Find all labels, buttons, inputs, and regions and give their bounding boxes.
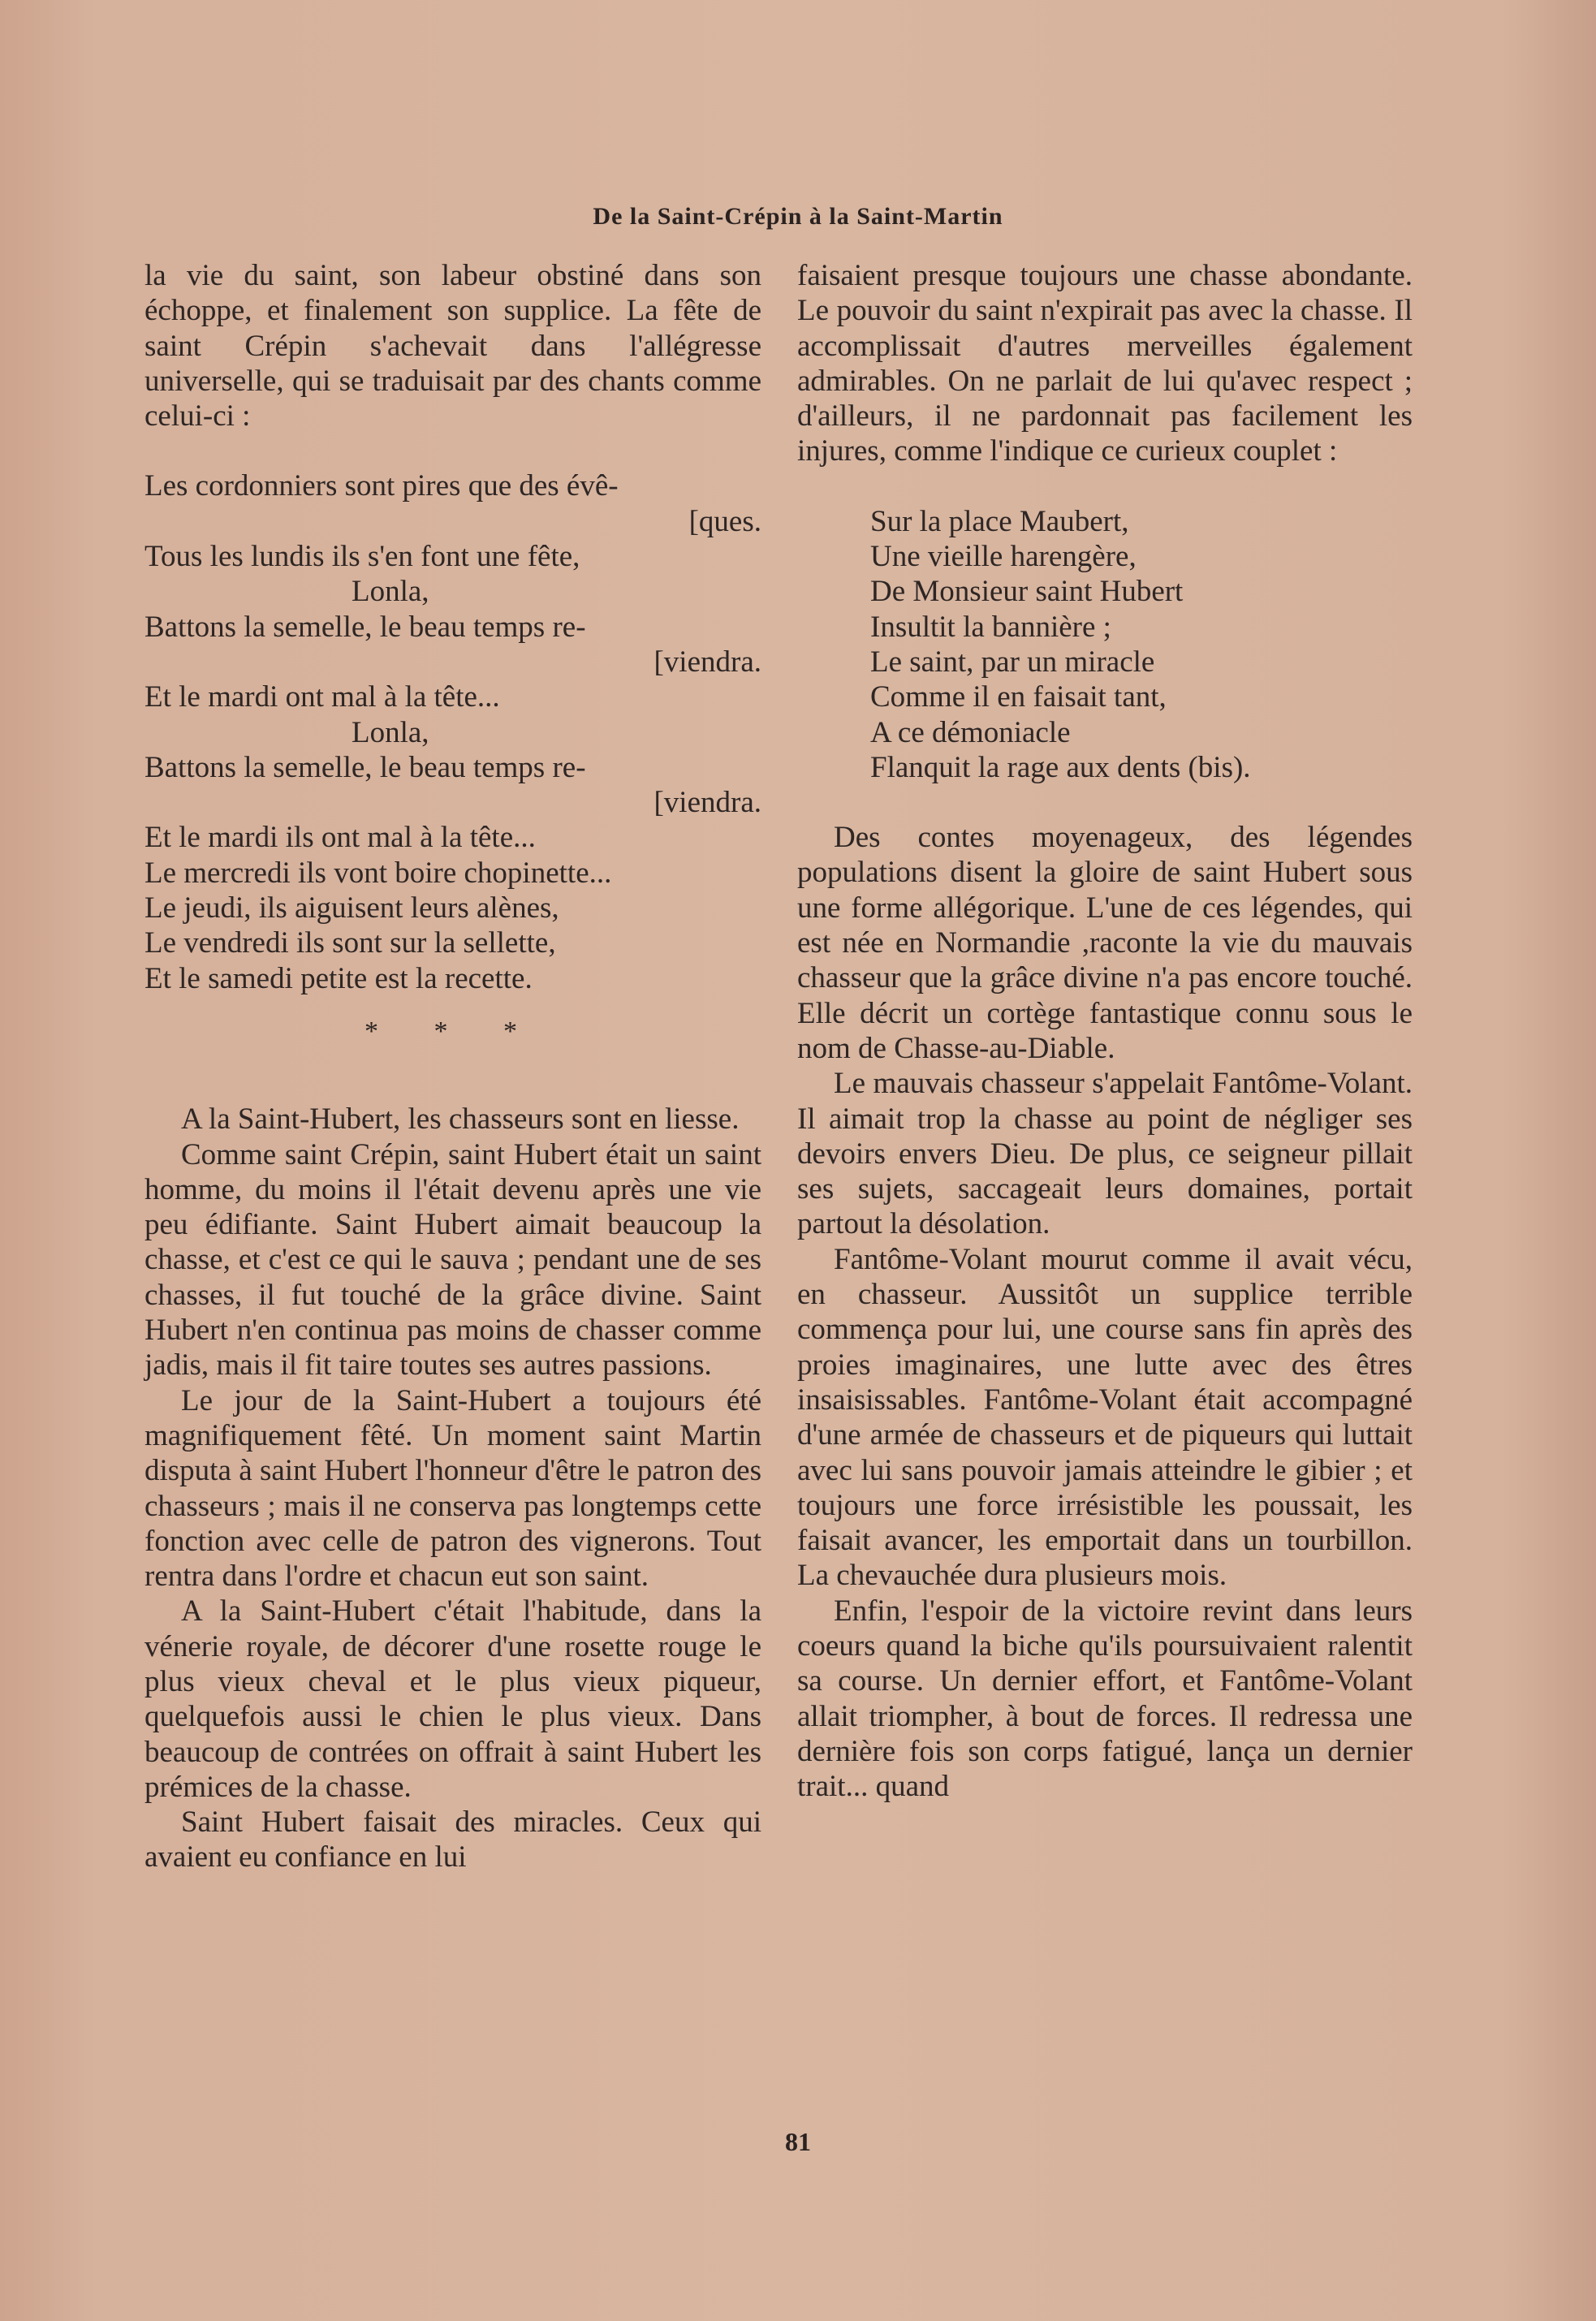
couplet-line: Le saint, par un miracle xyxy=(870,645,1155,679)
couplet-line: Sur la place Maubert, xyxy=(870,504,1129,538)
song-line: Et le mardi ont mal à la tête... xyxy=(145,680,500,714)
body-paragraph: A la Saint-Hubert c'était l'habitude, dans la vénerie royale, de décorer d'une rosette rouge le plus vieux cheval et le plus vieux piqueur, quelquefois aussi le chien le plus vieux. Dans beaucoup de contrées on offrait à saint Hubert les prémices de la chasse. xyxy=(145,1594,761,1804)
song-line: [viendra. xyxy=(653,645,761,679)
running-header: De la Saint-Crépin à la Saint-Martin xyxy=(593,203,1003,230)
body-paragraph: Fantôme-Volant mourut comme il avait vécu, en chasseur. Aussitôt un supplice terrible commença pour lui, une course sans fin après des proies imaginaires, une lutte avec des êtres insaisissables. Fantôme-Volant était accompagné d'une armée de chasseurs et de piqueurs qui luttait avec lui sans pouvoir jamais atteindre le gibier ; et toujours une force irrésistible les poussait, les faisait avancer, les emportait dans un tourbillon. La chevauchée dura plusieurs mois. xyxy=(797,1242,1413,1593)
body-paragraph: Enfin, l'espoir de la victoire revint dans leurs coeurs quand la biche qu'ils poursuivaient ralentit sa course. Un dernier effort, et Fantôme-Volant allait triompher, à bout de forces. Il redressa une dernière fois son corps fatigué, lança un dernier trait... quand xyxy=(797,1594,1413,1804)
right-intro-paragraph: faisaient presque toujours une chasse abondante. Le pouvoir du saint n'expirait pas avec la chasse. Il accomplissait d'autres merveilles également admirables. On ne parlait de lui qu'avec respect ; d'ailleurs, il ne pardonnait pas facilement les injures, comme l'indique ce curieux couplet : xyxy=(797,259,1413,468)
body-paragraph: Saint Hubert faisait des miracles. Ceux qui avaient eu confiance en lui xyxy=(145,1805,761,1874)
song-line: Le vendredi ils sont sur la sellette, xyxy=(145,926,556,960)
left-intro-paragraph: la vie du saint, son labeur obstiné dans son échoppe, et finalement son supplice. La fête de saint Crépin s'achevait dans l'allégresse universelle, qui se traduisait par des chants comme celui-ci : xyxy=(145,259,761,434)
body-paragraph: A la Saint-Hubert, les chasseurs sont en liesse. xyxy=(181,1102,740,1137)
song-line: Battons la semelle, le beau temps re- xyxy=(145,750,586,784)
song-line: Le mercredi ils vont boire chopinette... xyxy=(145,856,612,890)
song-line: [ques. xyxy=(688,504,761,538)
saint-hubert-couplet xyxy=(797,504,1413,785)
song-line: Et le mardi ils ont mal à la tête... xyxy=(145,821,536,855)
body-paragraph: Le mauvais chasseur s'appelait Fantôme-Volant. Il aimait trop la chasse au point de négliger ses devoirs envers Dieu. De plus, ce seigneur pillait ses sujets, saccageait leurs domaines, portait partout la désolation. xyxy=(797,1067,1413,1241)
body-paragraph: Comme saint Crépin, saint Hubert était un saint homme, du moins il l'était devenu après une vie peu édifiante. Saint Hubert aimait beaucoup la chasse, et c'est ce qui le sauva ; pendant une de ses chasses, il fut touché de la grâce divine. Saint Hubert n'en continua pas moins de chasser comme jadis, mais il fit taire toutes ses autres passions. xyxy=(145,1137,761,1383)
cobblers-song xyxy=(145,468,761,995)
song-line: Les cordonniers sont pires que des évê- xyxy=(145,469,619,503)
couplet-line: De Monsieur saint Hubert xyxy=(870,575,1184,609)
right-column xyxy=(797,258,1413,1804)
song-line: Et le samedi petite est la recette. xyxy=(145,961,533,995)
couplet-line: Une vieille harengère, xyxy=(870,540,1137,574)
body-paragraph: Le jour de la Saint-Hubert a toujours été magnifiquement fêté. Un moment saint Martin disputa à saint Hubert l'honneur d'être le patron des chasseurs ; mais il ne conserva pas longtemps cette fonction avec celle de patron des vignerons. Tout rentra dans l'ordre et chacun eut son saint. xyxy=(145,1383,761,1594)
left-column xyxy=(145,258,761,1875)
couplet-line: A ce démoniacle xyxy=(870,715,1071,749)
song-line: Battons la semelle, le beau temps re- xyxy=(145,610,586,644)
song-refrain: Lonla, xyxy=(352,715,429,749)
section-separator: * * * xyxy=(364,1016,541,1046)
song-line: [viendra. xyxy=(653,786,761,820)
song-line: Le jeudi, ils aiguisent leurs alènes, xyxy=(145,891,559,925)
page-number: 81 xyxy=(785,2127,811,2156)
couplet-line: Comme il en faisait tant, xyxy=(870,680,1167,714)
body-paragraph: Des contes moyenageux, des légendes populations disent la gloire de saint Hubert sous une forme allégorique. L'une de ces légendes, qui est née en Normandie ,raconte la vie du mauvais chasseur que la grâce divine n'a pas encore touché. Elle décrit un cortège fantastique connu sous le nom de Chasse-au-Diable. xyxy=(797,821,1413,1065)
song-refrain: Lonla, xyxy=(352,575,429,609)
song-line: Tous les lundis ils s'en font une fête, xyxy=(145,540,580,574)
couplet-line: Insultit la bannière ; xyxy=(870,610,1111,644)
couplet-line: Flanquit la rage aux dents (bis). xyxy=(870,750,1251,784)
